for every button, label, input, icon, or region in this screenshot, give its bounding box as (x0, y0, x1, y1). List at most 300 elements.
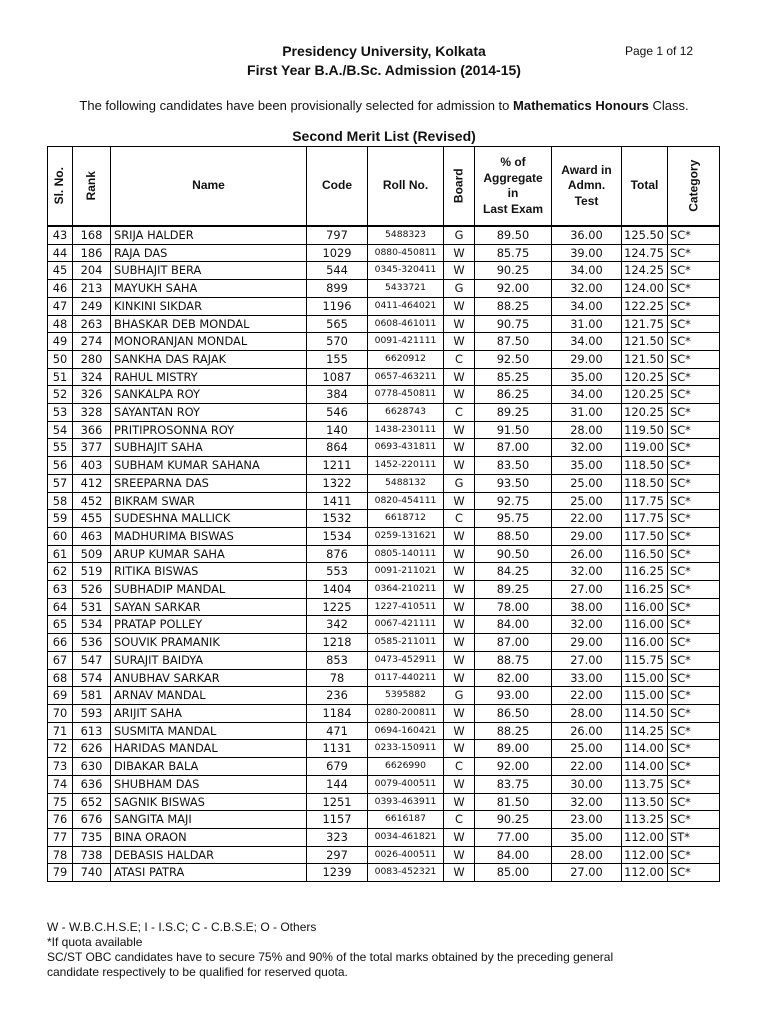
cell-sl-no: 61 (48, 545, 73, 563)
cell-award: 25.00 (552, 492, 622, 510)
cell-roll-no: 1452-220111 (368, 457, 444, 475)
cell-board: W (444, 616, 475, 634)
table-row (48, 651, 720, 669)
cell-aggregate: 81.50 (475, 793, 552, 811)
cell-total: 116.00 (622, 616, 668, 634)
cell-sl-no: 57 (48, 474, 73, 492)
cell-award: 29.00 (552, 634, 622, 652)
cell-sl-no: 62 (48, 563, 73, 581)
cell-award: 34.00 (552, 262, 622, 280)
cell-code: 899 (307, 280, 368, 298)
cell-code: 1218 (307, 634, 368, 652)
col-category-label: Category (685, 159, 700, 213)
cell-sl-no: 51 (48, 368, 73, 386)
cell-roll-no: 0880-450811 (368, 244, 444, 262)
cell-roll-no: 0473-452911 (368, 651, 444, 669)
cell-roll-no: 0091-421111 (368, 333, 444, 351)
cell-aggregate: 90.50 (475, 545, 552, 563)
cell-category: SC* (668, 510, 720, 528)
cell-category: SC* (668, 297, 720, 315)
cell-aggregate: 91.50 (475, 421, 552, 439)
col-board-label: Board (451, 168, 466, 204)
cell-board: C (444, 758, 475, 776)
cell-total: 117.50 (622, 527, 668, 545)
cell-sl-no: 76 (48, 811, 73, 829)
merit-table (47, 146, 720, 882)
cell-rank: 263 (73, 315, 111, 333)
col-code: Code (307, 147, 368, 227)
cell-award: 28.00 (552, 421, 622, 439)
cell-sl-no: 60 (48, 527, 73, 545)
cell-category: SC* (668, 669, 720, 687)
cell-name: MADHURIMA BISWAS (111, 527, 307, 545)
cell-name: SHUBHAM DAS (111, 775, 307, 793)
cell-roll-no: 0805-140111 (368, 545, 444, 563)
cell-award: 39.00 (552, 244, 622, 262)
cell-category: SC* (668, 315, 720, 333)
cell-category: SC* (668, 333, 720, 351)
cell-name: SANKHA DAS RAJAK (111, 350, 307, 368)
cell-total: 121.50 (622, 333, 668, 351)
cell-roll-no: 0117-440211 (368, 669, 444, 687)
cell-category: SC* (668, 404, 720, 422)
reserved-rule-line-1: SC/ST OBC candidates have to secure 75% and 90% of the total marks obtained by the preceding general (47, 950, 614, 964)
table-row (48, 828, 720, 846)
cell-roll-no: 0259-131621 (368, 527, 444, 545)
cell-category: SC* (668, 722, 720, 740)
cell-board: W (444, 244, 475, 262)
cell-board: W (444, 828, 475, 846)
university-title: Presidency University, Kolkata (282, 43, 486, 59)
cell-award: 33.00 (552, 669, 622, 687)
cell-board: W (444, 421, 475, 439)
cell-aggregate: 90.25 (475, 262, 552, 280)
cell-award: 34.00 (552, 333, 622, 351)
cell-aggregate: 95.75 (475, 510, 552, 528)
cell-rank: 377 (73, 439, 111, 457)
col-board (444, 147, 475, 227)
cell-board: W (444, 846, 475, 864)
cell-total: 116.00 (622, 634, 668, 652)
cell-code: 1411 (307, 492, 368, 510)
cell-aggregate: 88.25 (475, 297, 552, 315)
cell-name: RITIKA BISWAS (111, 563, 307, 581)
cell-total: 120.25 (622, 404, 668, 422)
cell-aggregate: 84.25 (475, 563, 552, 581)
cell-code: 1239 (307, 864, 368, 882)
cell-board: W (444, 669, 475, 687)
cell-code: 797 (307, 226, 368, 244)
cell-board: G (444, 226, 475, 244)
cell-sl-no: 70 (48, 704, 73, 722)
table-row (48, 669, 720, 687)
cell-code: 544 (307, 262, 368, 280)
table-row (48, 474, 720, 492)
cell-category: SC* (668, 226, 720, 244)
cell-total: 115.00 (622, 669, 668, 687)
cell-sl-no: 75 (48, 793, 73, 811)
cell-award: 36.00 (552, 226, 622, 244)
cell-total: 112.00 (622, 846, 668, 864)
cell-code: 342 (307, 616, 368, 634)
cell-total: 116.00 (622, 598, 668, 616)
cell-code: 155 (307, 350, 368, 368)
reserved-rule-line-2: candidate respectively to be qualified for reserved quota. (47, 965, 348, 979)
col-roll-no: Roll No. (368, 147, 444, 227)
table-row (48, 439, 720, 457)
table-row (48, 864, 720, 882)
cell-board: W (444, 598, 475, 616)
cell-total: 114.00 (622, 740, 668, 758)
cell-code: 565 (307, 315, 368, 333)
table-row (48, 421, 720, 439)
cell-code: 1404 (307, 581, 368, 599)
cell-board: W (444, 297, 475, 315)
intro-text (0, 98, 768, 113)
cell-sl-no: 50 (48, 350, 73, 368)
cell-category: SC* (668, 651, 720, 669)
cell-category: SC* (668, 244, 720, 262)
cell-sl-no: 71 (48, 722, 73, 740)
table-row (48, 280, 720, 298)
cell-aggregate: 83.75 (475, 775, 552, 793)
cell-rank: 738 (73, 846, 111, 864)
cell-aggregate: 77.00 (475, 828, 552, 846)
table-row (48, 775, 720, 793)
cell-name: ANUBHAV SARKAR (111, 669, 307, 687)
cell-sl-no: 77 (48, 828, 73, 846)
cell-sl-no: 69 (48, 687, 73, 705)
cell-board: G (444, 687, 475, 705)
cell-roll-no: 0233-150911 (368, 740, 444, 758)
cell-board: W (444, 368, 475, 386)
cell-code: 1087 (307, 368, 368, 386)
cell-aggregate: 85.25 (475, 368, 552, 386)
table-row (48, 386, 720, 404)
cell-roll-no: 0585-211011 (368, 634, 444, 652)
table-row (48, 297, 720, 315)
cell-aggregate: 87.00 (475, 439, 552, 457)
cell-aggregate: 83.50 (475, 457, 552, 475)
cell-rank: 509 (73, 545, 111, 563)
cell-rank: 366 (73, 421, 111, 439)
cell-code: 553 (307, 563, 368, 581)
cell-sl-no: 65 (48, 616, 73, 634)
cell-sl-no: 47 (48, 297, 73, 315)
col-rank (73, 147, 111, 227)
cell-name: SANGITA MAJI (111, 811, 307, 829)
cell-total: 113.25 (622, 811, 668, 829)
cell-category: SC* (668, 811, 720, 829)
cell-category: SC* (668, 474, 720, 492)
cell-award: 28.00 (552, 704, 622, 722)
table-row (48, 634, 720, 652)
cell-total: 116.25 (622, 563, 668, 581)
cell-category: SC* (668, 439, 720, 457)
cell-rank: 740 (73, 864, 111, 882)
cell-board: W (444, 864, 475, 882)
cell-total: 121.50 (622, 350, 668, 368)
cell-board: W (444, 634, 475, 652)
cell-roll-no: 6616187 (368, 811, 444, 829)
cell-category: SC* (668, 280, 720, 298)
cell-code: 78 (307, 669, 368, 687)
page-number: Page 1 of 12 (625, 44, 694, 58)
table-row (48, 563, 720, 581)
cell-roll-no: 0345-320411 (368, 262, 444, 280)
cell-rank: 412 (73, 474, 111, 492)
cell-rank: 547 (73, 651, 111, 669)
cell-code: 1534 (307, 527, 368, 545)
cell-name: SUBHAM KUMAR SAHANA (111, 457, 307, 475)
cell-total: 113.75 (622, 775, 668, 793)
cell-name: BINA ORAON (111, 828, 307, 846)
cell-name: SREEPARNA DAS (111, 474, 307, 492)
table-row (48, 616, 720, 634)
cell-name: SUBHAJIT BERA (111, 262, 307, 280)
cell-board: G (444, 474, 475, 492)
cell-rank: 574 (73, 669, 111, 687)
cell-sl-no: 66 (48, 634, 73, 652)
cell-award: 27.00 (552, 581, 622, 599)
cell-name: SUDESHNA MALLICK (111, 510, 307, 528)
cell-rank: 403 (73, 457, 111, 475)
cell-award: 23.00 (552, 811, 622, 829)
cell-category: SC* (668, 616, 720, 634)
cell-award: 31.00 (552, 404, 622, 422)
cell-roll-no: 0364-210211 (368, 581, 444, 599)
cell-sl-no: 55 (48, 439, 73, 457)
cell-code: 236 (307, 687, 368, 705)
cell-sl-no: 67 (48, 651, 73, 669)
cell-code: 1225 (307, 598, 368, 616)
cell-category: SC* (668, 527, 720, 545)
cell-award: 27.00 (552, 651, 622, 669)
cell-sl-no: 68 (48, 669, 73, 687)
cell-board: W (444, 740, 475, 758)
cell-total: 116.25 (622, 581, 668, 599)
table-row (48, 510, 720, 528)
cell-award: 22.00 (552, 510, 622, 528)
cell-total: 122.25 (622, 297, 668, 315)
cell-category: SC* (668, 775, 720, 793)
cell-rank: 626 (73, 740, 111, 758)
cell-rank: 326 (73, 386, 111, 404)
cell-board: C (444, 811, 475, 829)
cell-roll-no: 0411-464021 (368, 297, 444, 315)
cell-roll-no: 0083-452321 (368, 864, 444, 882)
cell-roll-no: 0067-421111 (368, 616, 444, 634)
cell-sl-no: 43 (48, 226, 73, 244)
cell-award: 29.00 (552, 350, 622, 368)
cell-roll-no: 0079-400511 (368, 775, 444, 793)
cell-total: 114.50 (622, 704, 668, 722)
cell-award: 34.00 (552, 297, 622, 315)
cell-sl-no: 46 (48, 280, 73, 298)
cell-total: 117.75 (622, 492, 668, 510)
col-award-line: Admn. (567, 178, 606, 193)
cell-aggregate: 84.00 (475, 846, 552, 864)
cell-category: SC* (668, 386, 720, 404)
col-aggregate-line: Aggregate (483, 170, 543, 185)
col-award (552, 147, 622, 227)
cell-aggregate: 92.50 (475, 350, 552, 368)
cell-total: 124.25 (622, 262, 668, 280)
cell-total: 121.75 (622, 315, 668, 333)
cell-award: 27.00 (552, 864, 622, 882)
cell-name: SRIJA HALDER (111, 226, 307, 244)
col-sl-no-label: Sl. No. (52, 167, 67, 205)
cell-sl-no: 63 (48, 581, 73, 599)
cell-board: W (444, 722, 475, 740)
table-row (48, 687, 720, 705)
cell-aggregate: 86.25 (475, 386, 552, 404)
cell-total: 116.50 (622, 545, 668, 563)
cell-sl-no: 74 (48, 775, 73, 793)
cell-code: 1251 (307, 793, 368, 811)
cell-aggregate: 88.25 (475, 722, 552, 740)
cell-board: C (444, 350, 475, 368)
cell-board: W (444, 439, 475, 457)
cell-sl-no: 48 (48, 315, 73, 333)
merit-list-title: Second Merit List (Revised) (292, 128, 476, 144)
table-row (48, 598, 720, 616)
table-row (48, 740, 720, 758)
cell-board: W (444, 563, 475, 581)
cell-code: 297 (307, 846, 368, 864)
cell-aggregate: 93.00 (475, 687, 552, 705)
table-row (48, 527, 720, 545)
cell-rank: 186 (73, 244, 111, 262)
cell-total: 112.00 (622, 828, 668, 846)
cell-category: SC* (668, 793, 720, 811)
cell-sl-no: 54 (48, 421, 73, 439)
cell-aggregate: 90.75 (475, 315, 552, 333)
cell-total: 115.75 (622, 651, 668, 669)
cell-total: 118.50 (622, 457, 668, 475)
cell-aggregate: 88.75 (475, 651, 552, 669)
cell-board: W (444, 775, 475, 793)
cell-roll-no: 5433721 (368, 280, 444, 298)
cell-code: 1029 (307, 244, 368, 262)
cell-category: SC* (668, 864, 720, 882)
cell-code: 1322 (307, 474, 368, 492)
cell-code: 1196 (307, 297, 368, 315)
cell-roll-no: 6620912 (368, 350, 444, 368)
cell-award: 38.00 (552, 598, 622, 616)
cell-rank: 581 (73, 687, 111, 705)
cell-total: 120.25 (622, 368, 668, 386)
cell-name: PRITIPROSONNA ROY (111, 421, 307, 439)
cell-total: 118.50 (622, 474, 668, 492)
cell-category: SC* (668, 634, 720, 652)
cell-aggregate: 93.50 (475, 474, 552, 492)
cell-board: W (444, 527, 475, 545)
cell-category: SC* (668, 704, 720, 722)
cell-award: 32.00 (552, 280, 622, 298)
cell-board: C (444, 510, 475, 528)
cell-award: 22.00 (552, 758, 622, 776)
intro-subject: Mathematics Honours (513, 98, 649, 113)
cell-aggregate: 85.00 (475, 864, 552, 882)
col-rank-label: Rank (83, 171, 98, 201)
cell-roll-no: 1227-410511 (368, 598, 444, 616)
cell-rank: 328 (73, 404, 111, 422)
cell-category: SC* (668, 350, 720, 368)
cell-aggregate: 89.25 (475, 581, 552, 599)
cell-roll-no: 0657-463211 (368, 368, 444, 386)
cell-category: SC* (668, 457, 720, 475)
cell-board: W (444, 457, 475, 475)
cell-award: 22.00 (552, 687, 622, 705)
cell-total: 115.00 (622, 687, 668, 705)
cell-rank: 735 (73, 828, 111, 846)
cell-sl-no: 52 (48, 386, 73, 404)
cell-rank: 324 (73, 368, 111, 386)
table-row (48, 581, 720, 599)
board-legend: W - W.B.C.H.S.E; I - I.S.C; C - C.B.S.E; O - Others (47, 920, 317, 934)
cell-award: 35.00 (552, 828, 622, 846)
cell-rank: 531 (73, 598, 111, 616)
table-row (48, 758, 720, 776)
cell-sl-no: 78 (48, 846, 73, 864)
cell-name: ATASI PATRA (111, 864, 307, 882)
cell-aggregate: 89.25 (475, 404, 552, 422)
cell-code: 1157 (307, 811, 368, 829)
cell-name: SUSMITA MANDAL (111, 722, 307, 740)
cell-code: 1184 (307, 704, 368, 722)
cell-aggregate: 89.00 (475, 740, 552, 758)
table-row (48, 350, 720, 368)
cell-code: 1532 (307, 510, 368, 528)
cell-rank: 636 (73, 775, 111, 793)
col-total: Total (622, 147, 668, 227)
table-row (48, 811, 720, 829)
cell-name: PRATAP POLLEY (111, 616, 307, 634)
table-row (48, 315, 720, 333)
cell-roll-no: 0393-463911 (368, 793, 444, 811)
cell-category: SC* (668, 740, 720, 758)
cell-award: 31.00 (552, 315, 622, 333)
cell-name: BIKRAM SWAR (111, 492, 307, 510)
cell-award: 29.00 (552, 527, 622, 545)
col-aggregate-line: Last Exam (482, 201, 544, 216)
col-aggregate-line: in (507, 186, 519, 200)
merit-table-body (48, 226, 720, 882)
table-row (48, 793, 720, 811)
cell-board: W (444, 315, 475, 333)
cell-code: 1211 (307, 457, 368, 475)
cell-aggregate: 92.00 (475, 758, 552, 776)
cell-category: SC* (668, 563, 720, 581)
cell-name: SUBHADIP MANDAL (111, 581, 307, 599)
col-category (668, 147, 720, 227)
cell-name: MONORANJAN MONDAL (111, 333, 307, 351)
cell-roll-no: 0820-454111 (368, 492, 444, 510)
cell-board: W (444, 333, 475, 351)
cell-total: 114.25 (622, 722, 668, 740)
cell-total: 125.50 (622, 226, 668, 244)
cell-rank: 519 (73, 563, 111, 581)
cell-aggregate: 84.00 (475, 616, 552, 634)
intro-before: The following candidates have been provisionally selected for admission to (79, 98, 514, 113)
header-row (48, 147, 720, 227)
table-row (48, 404, 720, 422)
cell-code: 546 (307, 404, 368, 422)
cell-category: SC* (668, 545, 720, 563)
cell-roll-no: 0694-160421 (368, 722, 444, 740)
cell-roll-no: 0280-200811 (368, 704, 444, 722)
